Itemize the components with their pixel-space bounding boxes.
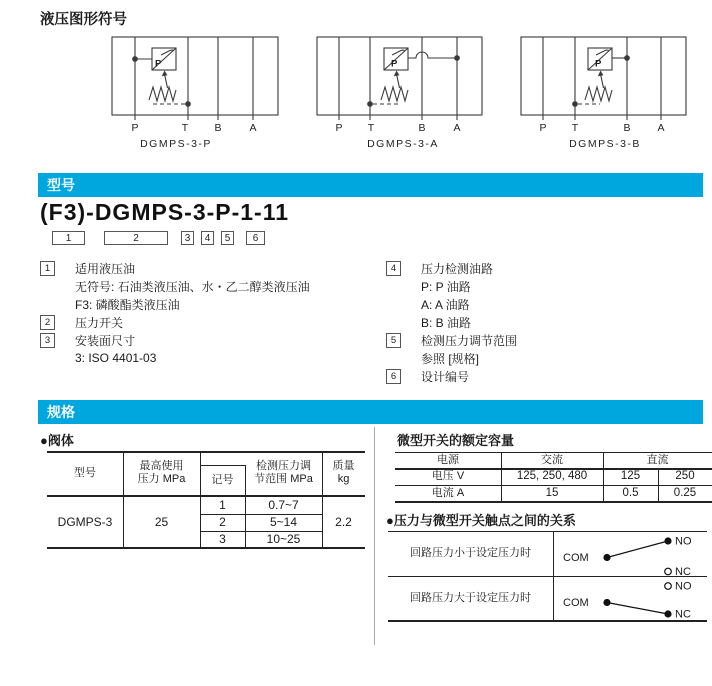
page-title: 液压图形符号 xyxy=(40,12,127,28)
port-label: T xyxy=(367,122,375,134)
model-position-box-1: 1 xyxy=(52,231,85,245)
symbol-caption: DGMPS-3-A xyxy=(367,138,439,150)
nc-label: NC xyxy=(675,566,691,578)
model-position-box-2: 2 xyxy=(104,231,168,245)
valve-body-title: ●阀体 xyxy=(40,433,74,448)
no-label: NO xyxy=(675,580,692,593)
explanation-text: P: P 油路 xyxy=(421,279,471,294)
model-position-box-4: 4 xyxy=(201,231,214,245)
port-label: T xyxy=(181,122,189,134)
port-label: A xyxy=(453,122,461,134)
explanation-text: 参照 [规格] xyxy=(421,351,480,366)
valve-symbol-dgmps-3-p xyxy=(112,37,278,120)
com-label: COM xyxy=(563,597,589,609)
hydraulic-symbols-figure xyxy=(0,0,712,160)
table-cell: 250 xyxy=(675,470,695,482)
table-header-cell: 记号 xyxy=(211,473,234,486)
table-header-cell: 直流 xyxy=(646,453,669,466)
table-header-cell: 检测压力调 节范围 MPa xyxy=(254,460,313,485)
section-header-specs: 规格 xyxy=(38,400,703,424)
item-number: 3 xyxy=(40,333,55,348)
explanation-text: 设计编号 xyxy=(421,369,470,384)
explanation-text: B: B 油路 xyxy=(421,315,472,330)
port-label: A xyxy=(657,122,665,134)
symbol-caption: DGMPS-3-B xyxy=(569,138,641,150)
sense-line-crossover xyxy=(408,52,457,58)
model-explanations-left xyxy=(40,259,310,367)
spring-icon xyxy=(585,87,612,101)
nc-label: NC xyxy=(675,608,691,621)
closed-contact-icon xyxy=(664,610,671,617)
contact-condition-label: 回路压力小于设定压力时 xyxy=(410,547,531,559)
com-contact-icon xyxy=(603,554,610,561)
table-header-cell: 型号 xyxy=(74,466,96,479)
micro-switch-table xyxy=(395,452,712,503)
arrow-icon xyxy=(394,71,400,89)
table-cell-label: 电流 A xyxy=(431,486,465,499)
junction-dot xyxy=(186,102,191,107)
explanation-text: 压力开关 xyxy=(75,315,124,330)
table-cell: 0.25 xyxy=(673,486,697,499)
model-position-box-5: 5 xyxy=(221,231,234,245)
arrow-icon xyxy=(162,71,168,89)
open-contact-icon xyxy=(665,583,672,590)
explanation-text: 3: ISO 4401-03 xyxy=(75,351,157,365)
table-cell-mass: 2.2 xyxy=(335,514,352,529)
model-position-box-3: 3 xyxy=(181,231,194,245)
table-cell-model: DGMPS-3 xyxy=(57,514,113,529)
table-header-cell: 质量 kg xyxy=(332,460,355,485)
contact-icon xyxy=(161,50,174,55)
table-cell-symbol: 1 xyxy=(219,498,226,512)
switch-p-label: P xyxy=(391,58,398,70)
item-number: 4 xyxy=(386,261,401,276)
item-number: 6 xyxy=(386,369,401,384)
switch-p-label: P xyxy=(595,58,602,70)
port-label: P xyxy=(539,122,547,134)
table-cell-range: 5~14 xyxy=(269,515,298,529)
port-label: A xyxy=(249,122,257,134)
contacts-table xyxy=(388,531,707,622)
port-label: T xyxy=(571,122,579,134)
junction-dot xyxy=(573,102,578,107)
valve-symbol-dgmps-3-a xyxy=(317,37,482,120)
junction-dot xyxy=(368,102,373,107)
symbol-caption: DGMPS-3-P xyxy=(140,138,212,150)
valve-symbol-dgmps-3-b xyxy=(521,37,686,120)
model-explanations-right xyxy=(386,259,517,385)
closed-contact-icon xyxy=(664,537,671,544)
explanation-text: A: A 油路 xyxy=(421,297,470,312)
column-divider xyxy=(374,427,375,645)
item-number: 2 xyxy=(40,315,55,330)
model-position-box-6: 6 xyxy=(246,231,265,245)
junction-dot xyxy=(625,56,630,61)
table-cell-symbol: 3 xyxy=(219,531,226,546)
port-label: P xyxy=(335,122,343,134)
table-cell-label: 电压 V xyxy=(431,470,465,482)
port-label: P xyxy=(131,122,139,134)
table-line xyxy=(47,547,365,549)
table-cell: 125, 250, 480 xyxy=(516,470,588,482)
valve-body-table xyxy=(47,451,365,549)
explanation-text: F3: 磷酸酯类液压油 xyxy=(75,297,180,312)
table-cell-range: 10~25 xyxy=(266,531,301,546)
model-code: (F3)-DGMPS-3-P-1-11 xyxy=(40,199,290,225)
micro-switch-title: 微型开关的额定容量 xyxy=(397,433,515,448)
item-number: 5 xyxy=(386,333,401,348)
no-label: NO xyxy=(675,535,692,548)
table-header-cell: 交流 xyxy=(541,453,563,466)
table-cell-range: 0.7~7 xyxy=(268,498,299,512)
open-contact-icon xyxy=(665,568,672,575)
section-header-model: 型号 xyxy=(38,173,703,197)
table-cell: 15 xyxy=(545,486,559,499)
table-line xyxy=(395,501,712,503)
table-cell-symbol: 2 xyxy=(219,515,226,529)
port-label: B xyxy=(623,122,631,134)
explanation-text: 适用液压油 xyxy=(75,261,136,276)
explanation-text: 检测压力调节范围 xyxy=(421,333,518,348)
port-label: B xyxy=(214,122,222,134)
table-cell: 125 xyxy=(620,470,641,482)
port-label: B xyxy=(418,122,426,134)
explanation-text: 无符号: 石油类液压油、水・乙二醇类液压油 xyxy=(75,279,310,294)
contacts-title: ●压力与微型开关触点之间的关系 xyxy=(386,513,576,528)
switch-p-label: P xyxy=(155,58,162,70)
explanation-text: 压力检测油路 xyxy=(421,261,494,276)
table-cell: 0.5 xyxy=(622,486,639,499)
junction-dot xyxy=(455,56,460,61)
explanation-text: 安装面尺寸 xyxy=(75,333,136,348)
table-cell-max-pressure: 25 xyxy=(154,514,169,529)
table-header-cell: 电源 xyxy=(437,453,459,466)
table-header-cell: 最高使用 压力 MPa xyxy=(137,460,186,485)
spring-icon xyxy=(149,87,176,101)
com-label: COM xyxy=(563,552,589,564)
contact-state-diagram xyxy=(553,531,707,622)
item-number: 1 xyxy=(40,261,55,276)
arrow-icon xyxy=(598,71,604,89)
contact-condition-label: 回路压力大于设定压力时 xyxy=(410,591,531,604)
com-contact-icon xyxy=(603,599,610,606)
spring-icon xyxy=(381,87,408,101)
